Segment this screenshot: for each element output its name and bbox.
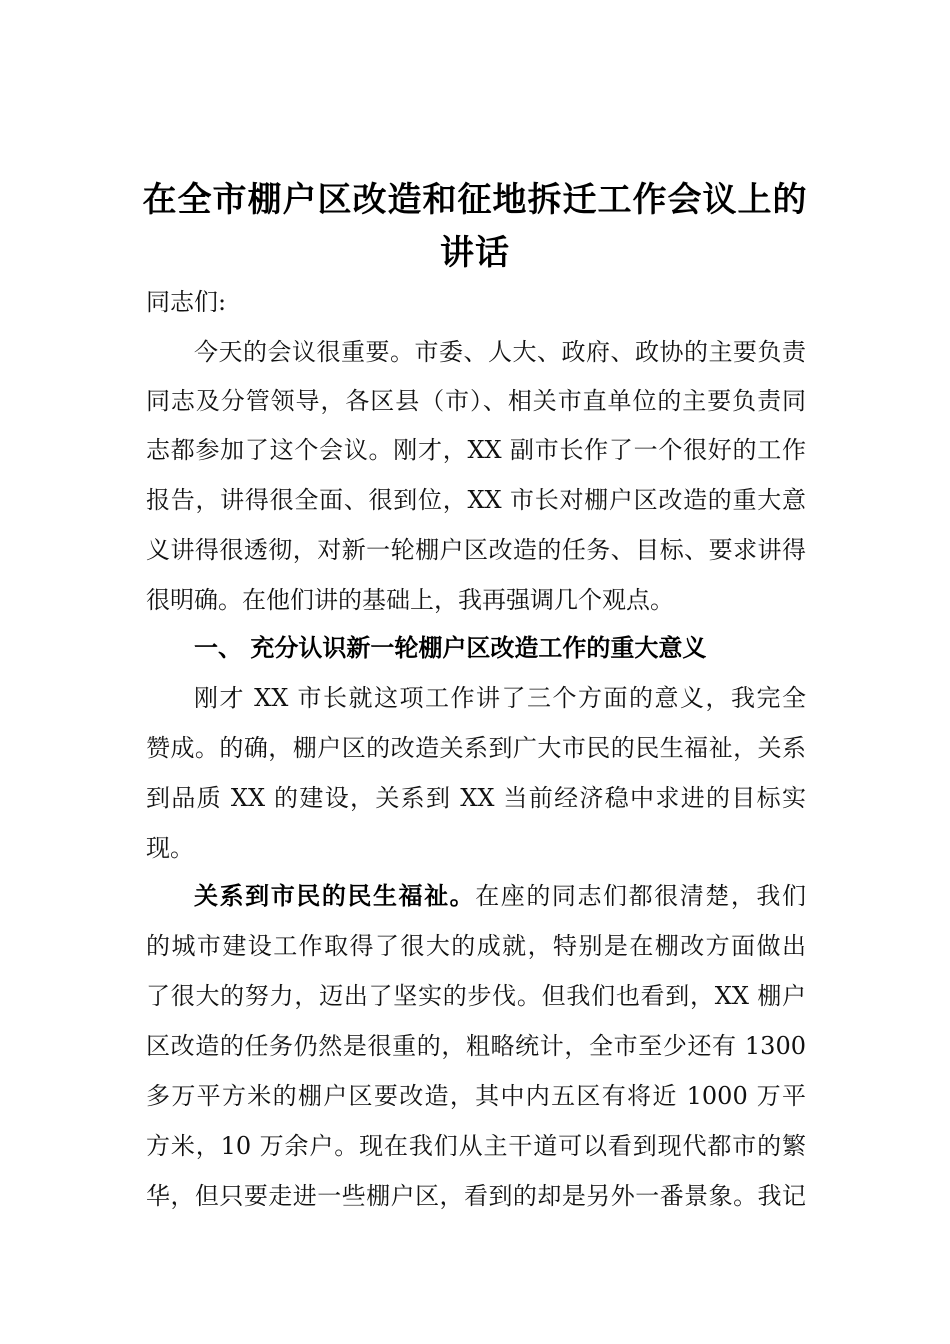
paragraph-3-line-6: 方米，10 万余户。现在我们从主干道可以看到现代都市的繁 bbox=[146, 1132, 806, 1160]
paragraph-3-line-2: 的城市建设工作取得了很大的成就，特别是在棚改方面做出 bbox=[146, 932, 806, 960]
paragraph-3-line-4: 区改造的任务仍然是很重的，粗略统计，全市至少还有 1300 bbox=[146, 1032, 806, 1060]
paragraph-3-line-5: 多万平方米的棚户区要改造，其中内五区有将近 1000 万平 bbox=[146, 1082, 806, 1110]
document-title-line-1: 在全市棚户区改造和征地拆迁工作会议上的 bbox=[142, 180, 808, 220]
paragraph-3-line-7: 华，但只要走进一些棚户区，看到的却是另外一番景象。我记 bbox=[146, 1182, 806, 1210]
paragraph-3-line-3: 了很大的努力，迈出了坚实的步伐。但我们也看到，XX 棚户 bbox=[146, 982, 806, 1010]
document-title-line-2: 讲话 bbox=[440, 233, 510, 273]
paragraph-1-line-6: 很明确。在他们讲的基础上，我再强调几个观点。 bbox=[146, 586, 674, 614]
paragraph-1-line-3: 志都参加了这个会议。刚才，XX 副市长作了一个很好的工作 bbox=[146, 436, 806, 464]
paragraph-3-line-1 bbox=[194, 881, 806, 911]
paragraph-2-line-2: 赞成。的确，棚户区的改造关系到广大市民的民生福祉，关系 bbox=[146, 734, 806, 762]
salutation: 同志们: bbox=[146, 288, 227, 316]
paragraph-2-line-3: 到品质 XX 的建设，关系到 XX 当前经济稳中求进的目标实 bbox=[146, 784, 806, 812]
paragraph-1-line-2: 同志及分管领导，各区县（市）、相关市直单位的主要负责同 bbox=[146, 387, 806, 415]
paragraph-1-line-4: 报告，讲得很全面、很到位，XX 市长对棚户区改造的重大意 bbox=[146, 486, 806, 514]
paragraph-3-lead: 关系到市民的民生福祉。 bbox=[194, 882, 476, 910]
paragraph-3-line-1-rest: 在座的同志们都很清楚，我们 bbox=[475, 882, 807, 910]
paragraph-1-line-1: 今天的会议很重要。市委、人大、政府、政协的主要负责 bbox=[194, 338, 806, 366]
paragraph-1-line-5: 义讲得很透彻，对新一轮棚户区改造的任务、目标、要求讲得 bbox=[146, 536, 806, 564]
paragraph-2-line-1: 刚才 XX 市长就这项工作讲了三个方面的意义，我完全 bbox=[194, 684, 806, 712]
paragraph-2-line-4: 现。 bbox=[146, 834, 194, 862]
section-heading: 一、 充分认识新一轮棚户区改造工作的重大意义 bbox=[194, 634, 707, 662]
